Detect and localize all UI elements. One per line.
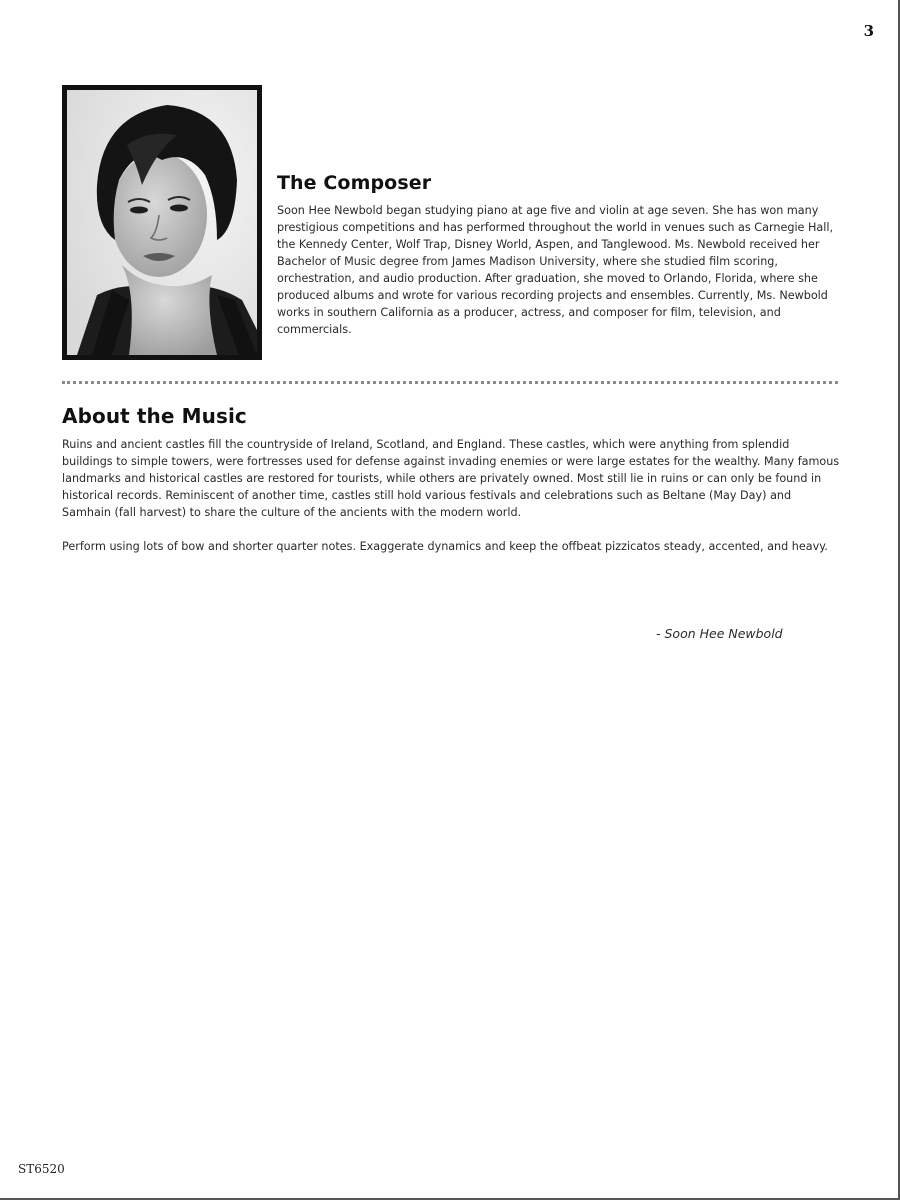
catalog-number: ST6520 — [18, 1162, 65, 1176]
performance-notes-paragraph: Perform using lots of bow and shorter quarter notes. Exaggerate dynamics and keep the offbeat pizzicatos steady, accented, and heavy. — [62, 540, 828, 553]
composer-photo — [62, 85, 262, 360]
portrait-image — [67, 90, 257, 355]
composer-signature: - Soon Hee Newbold — [656, 626, 783, 641]
page-number: 3 — [863, 22, 874, 40]
about-music-section — [62, 404, 840, 555]
composer-bio: Soon Hee Newbold began studying piano at age five and violin at age seven. She has won many prestigious competitions and has performed throughout the world in venues such as Carnegie Hall, the Kennedy Center, Wolf Trap, Disney World, Aspen, and Tanglewood. Ms. Newbold received her Bachelor of Music degree from James Madison University, where she studied film scoring, orchestration, and audio production. After graduation, she moved to Orlando, Florida, where she produced albums and wrote for various recording projects and ensembles. Currently, Ms. Newbold works in southern California as a producer, actress, and composer for film, television, and commercials. — [277, 204, 834, 336]
composer-heading: The Composer — [277, 172, 432, 194]
section-divider — [62, 381, 838, 384]
about-music-heading: About the Music — [62, 404, 247, 428]
composer-section — [277, 172, 843, 338]
about-music-paragraph: Ruins and ancient castles fill the countryside of Ireland, Scotland, and England. These castles, which were anything from splendid buildings to simple towers, were fortresses used for defense against invading enemies or were large estates for the wealthy. Many famous landmarks and historical castles are restored for tourists, while others are privately owned. Most still lie in ruins or can only be found in historical records. Reminiscent of another time, castles still hold various festivals and celebrations such as Beltane (May Day) and Samhain (fall harvest) to share the culture of the ancients with the modern world. — [62, 438, 840, 519]
